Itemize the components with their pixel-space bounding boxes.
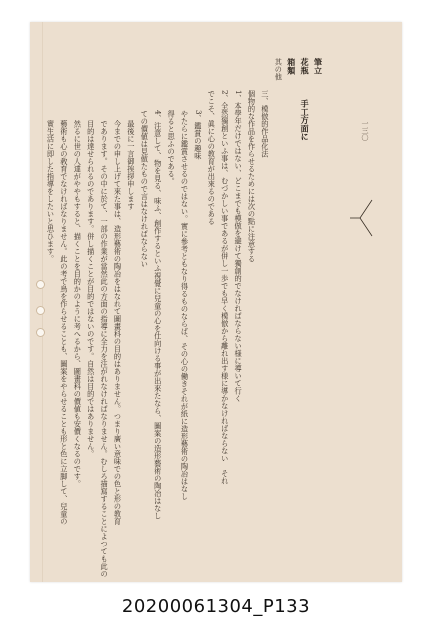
- text-column: 花瓶 手工方面に: [300, 58, 311, 141]
- text-column: 個物的な作品を作らせるためには次の點に注意する: [247, 90, 257, 263]
- grouping-brace: [348, 198, 374, 238]
- text-column: 最後に一言御挨拶申します: [126, 120, 136, 210]
- text-column: 三、模倣的作品化法: [260, 90, 270, 158]
- text-column: 得ると思ふのである。: [167, 110, 177, 185]
- text-column: 4、注意して、物を見る、味ふ、創作するといふ視覺に兒童の心を仕向ける事が出來たなら、圖案の造形藝術の陶冶はなし: [153, 110, 163, 520]
- page-binding-edge: [42, 22, 43, 582]
- image-caption: 20200061304_P133: [121, 596, 311, 617]
- text-column: 今までの申し上げて來た事は、造形藝術の陶冶をはなれて圖畫科の目的はありません。つまり廣い意味での色と形の教育: [113, 120, 123, 525]
- text-column: 然るに世の人達がややもすると、描くことを目的かのように考へるから、圖畫科の價値も安價くなるのです。: [73, 120, 83, 488]
- text-column: 其の他: [274, 58, 284, 81]
- text-column: 筆立: [313, 58, 324, 75]
- text-column: であります。その中に於て、一部の作業が當然此の方面の指導に全力を注がれなければなりません。むしろ描寫することによつても此の: [100, 120, 110, 578]
- text-column: ての價値は見做たもので言はなければならない: [140, 110, 150, 268]
- document-page: [30, 22, 402, 582]
- text-column: 箱類: [286, 58, 297, 75]
- text-column: 目的は達せられるのであります。併し描くことが目的ではないのです。自然は目的ではありません。: [86, 120, 96, 458]
- binding-hole: [36, 280, 45, 289]
- binding-hole: [36, 306, 45, 315]
- binding-hole: [36, 328, 45, 337]
- text-column: 3、鑑賞の趣味: [193, 110, 203, 160]
- text-column: 2、全然獨創といふ事は、むづかしい事であるが併し一歩でも早く模倣から離れ出す様に導かなければならない それ: [220, 90, 230, 485]
- text-column: 藝術も心の敎育でなければなりません。此の考で鳥を作らせることも、圖案をやらせることも形と色に立脚して、兒童の: [59, 120, 69, 525]
- text-column: 1、本學年だけではない、どこまでも模倣を避けて獨創的でなければならない様に導いて行く: [234, 90, 244, 403]
- text-column: でこそ、眞に心の教育が出來るのである: [207, 90, 217, 225]
- text-column: やたらに鑑賞させるのではない。實に參考ともなり得るものならば、その心の働きそれが紙に造形藝術の陶冶はなし: [180, 110, 190, 500]
- page-number: 一三〇: [361, 120, 369, 141]
- text-column: 實生活に即した指導をしたいと思ひます。: [46, 120, 56, 263]
